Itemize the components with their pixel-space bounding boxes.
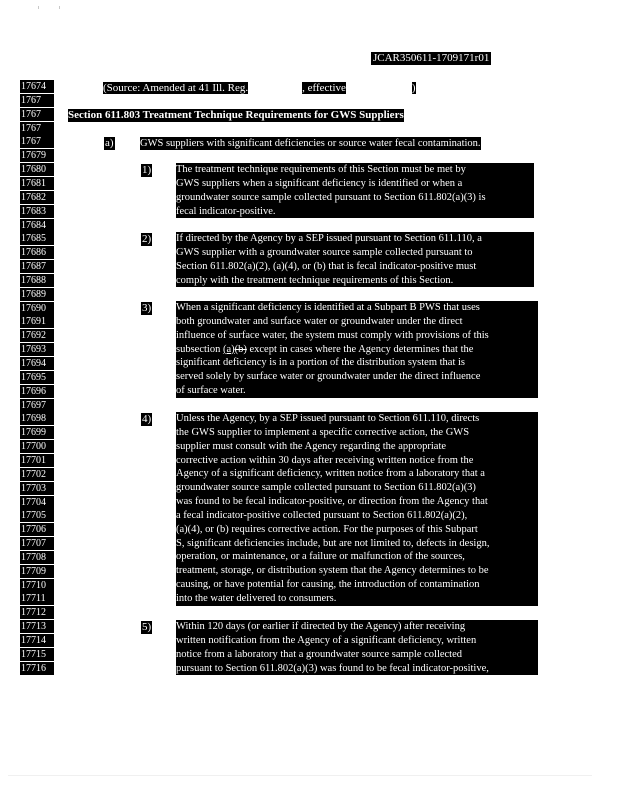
paragraph-5-marker: 5): [142, 621, 152, 633]
line-number: 17686: [20, 246, 54, 259]
line-number: 17705: [20, 509, 54, 522]
line-number: 17702: [20, 468, 54, 481]
line-number: 17706: [20, 523, 54, 536]
scan-mark: [38, 6, 39, 9]
paragraph-line-amended: [176, 343, 538, 357]
paragraph-line: S, significant deficiencies include, but are not limited to, defects in design,: [176, 537, 490, 549]
line-number: 17689: [20, 288, 54, 301]
paragraph-line: Agency of a significant deficiency, written notice from a laboratory that a: [176, 468, 485, 480]
inserted-text: (a): [222, 343, 235, 355]
line-number: 1767: [20, 135, 54, 148]
line-number: 17691: [20, 315, 54, 328]
line-number: 1767: [20, 122, 54, 135]
source-line: [103, 82, 416, 95]
paragraph-line: fecal indicator-positive.: [176, 205, 276, 217]
line-number: 17707: [20, 537, 54, 550]
line-number: 17692: [20, 329, 54, 342]
paragraph-line: into the water delivered to consumers.: [176, 592, 337, 604]
paragraph-line: The treatment technique requirements of this Section must be met by: [176, 164, 466, 175]
paragraph-line: significant deficiency is in a portion of the distribution system that is: [176, 357, 465, 369]
line-number: 17713: [20, 620, 54, 633]
subsection-a-text: GWS suppliers with significant deficiencies or source water fecal contamination.: [140, 138, 481, 149]
line-number: 17688: [20, 274, 54, 287]
paragraph-line: (a)(4), or (b) requires corrective action. For the purposes of this Subpart: [176, 523, 478, 535]
line-number: 17700: [20, 440, 54, 453]
line-number: 17683: [20, 205, 54, 218]
paragraph-line: the GWS supplier to implement a specific corrective action, the GWS: [176, 426, 470, 438]
paragraph-line: If directed by the Agency by a SEP issued pursuant to Section 611.110, a: [176, 233, 482, 244]
deleted-text: (b): [234, 343, 247, 355]
paragraph-line: a fecal indicator-positive collected pursuant to Section 611.802(a)(2),: [176, 509, 468, 521]
line-number: 17681: [20, 177, 54, 190]
line-number: 17687: [20, 260, 54, 273]
line-number: 17679: [20, 149, 54, 162]
paragraph-line: pursuant to Section 611.802(a)(3) was found to be fecal indicator-positive,: [176, 662, 489, 674]
line-number: 17715: [20, 648, 54, 661]
page-footer-rule: [8, 775, 592, 776]
line-number: 17674: [20, 80, 54, 93]
paragraph-line: both groundwater and surface water or groundwater under the direct: [176, 315, 463, 327]
paragraph-line: causing, or have potential for causing, the introduction of contamination: [176, 579, 480, 591]
paragraph-4: [176, 412, 538, 606]
paragraph-line: influence of surface water, the system must comply with provisions of this: [176, 329, 489, 341]
paragraph-line: groundwater source sample collected pursuant to Section 611.802(a)(3) is: [176, 191, 486, 203]
paragraph-5: [176, 620, 538, 675]
line-number: 17714: [20, 634, 54, 647]
paragraph-line: was found to be fecal indicator-positive, or direction from the Agency that: [176, 496, 488, 508]
subsection-a-marker: a): [105, 137, 114, 149]
paragraph-3: [176, 301, 538, 398]
source-middle: , effective: [302, 82, 346, 94]
paragraph-line: comply with the treatment technique requirements of this Section.: [176, 274, 454, 286]
paragraph-line: supplier must consult with the Agency regarding the appropriate: [176, 440, 447, 452]
line-number: 17704: [20, 496, 54, 509]
line-number: 17701: [20, 454, 54, 467]
paragraph-4-marker: 4): [142, 413, 152, 425]
line-number: 17695: [20, 371, 54, 384]
line-number: 17716: [20, 662, 54, 675]
line-number: 17710: [20, 579, 54, 592]
line-number: 17698: [20, 412, 54, 425]
paragraph-line: corrective action within 30 days after receiving written notice from the: [176, 454, 474, 466]
paragraph-line: GWS suppliers when a significant deficiency is identified or when a: [176, 177, 463, 189]
line-number: 17693: [20, 343, 54, 356]
line-number: 17680: [20, 163, 54, 176]
paragraph-2: [176, 232, 534, 287]
paragraph-line: treatment, storage, or distribution system that the Agency determines to be: [176, 565, 489, 577]
paragraph-line: Unless the Agency, by a SEP issued pursuant to Section 611.110, directs: [176, 413, 480, 424]
paragraph-line: written notification from the Agency of a significant deficiency, written: [176, 634, 477, 646]
paragraph-1: [176, 163, 534, 218]
line-number: 17711: [20, 592, 54, 605]
line-number: 17694: [20, 357, 54, 370]
line-number: 17697: [20, 399, 54, 412]
line-number: 1767: [20, 94, 54, 107]
paragraph-line: operation, or maintenance, or a failure or malfunction of the sources,: [176, 551, 465, 563]
paragraph-line: of surface water.: [176, 385, 246, 397]
paragraph-1-marker: 1): [142, 164, 152, 176]
line-number: 17709: [20, 565, 54, 578]
source-suffix: ): [411, 82, 416, 94]
line-number: 17699: [20, 426, 54, 439]
line-number: 17696: [20, 385, 54, 398]
scan-mark: [59, 6, 60, 9]
paragraph-line: Within 120 days (or earlier if directed by the Agency) after receiving: [176, 621, 466, 632]
paragraph-line: served solely by surface water or groundwater under the direct influence: [176, 371, 481, 383]
paragraph-line: notice from a laboratory that a groundwater source sample collected: [176, 648, 463, 660]
line-number: 17690: [20, 302, 54, 315]
paragraph-line: Section 611.802(a)(2), (a)(4), or (b) that is fecal indicator-positive must: [176, 260, 477, 272]
source-prefix: (Source: Amended at 41 Ill. Reg.: [103, 82, 249, 94]
document-id: JCAR350611-1709171r01: [373, 52, 490, 64]
section-heading: Section 611.803 Treatment Technique Requirements for GWS Suppliers: [68, 109, 404, 121]
line-number: 17685: [20, 232, 54, 245]
paragraph-line: groundwater source sample collected pursuant to Section 611.802(a)(3): [176, 482, 476, 494]
line-number: 17712: [20, 606, 54, 619]
paragraph-line: GWS supplier with a groundwater source sample collected pursuant to: [176, 246, 473, 258]
line-number: 17703: [20, 482, 54, 495]
line-number: 1767: [20, 108, 54, 121]
line-number: 17682: [20, 191, 54, 204]
amended-line-suffix: except in cases where the Agency determines that the: [246, 343, 474, 355]
line-number: 17684: [20, 219, 54, 232]
line-number: 17708: [20, 551, 54, 564]
paragraph-line: When a significant deficiency is identified at a Subpart B PWS that uses: [176, 302, 480, 313]
redacted-effective-date: [346, 83, 412, 94]
paragraph-2-marker: 2): [142, 233, 152, 245]
amended-line-prefix: subsection: [176, 343, 223, 355]
paragraph-3-marker: 3): [142, 302, 152, 314]
redacted-register-number: [248, 83, 302, 94]
